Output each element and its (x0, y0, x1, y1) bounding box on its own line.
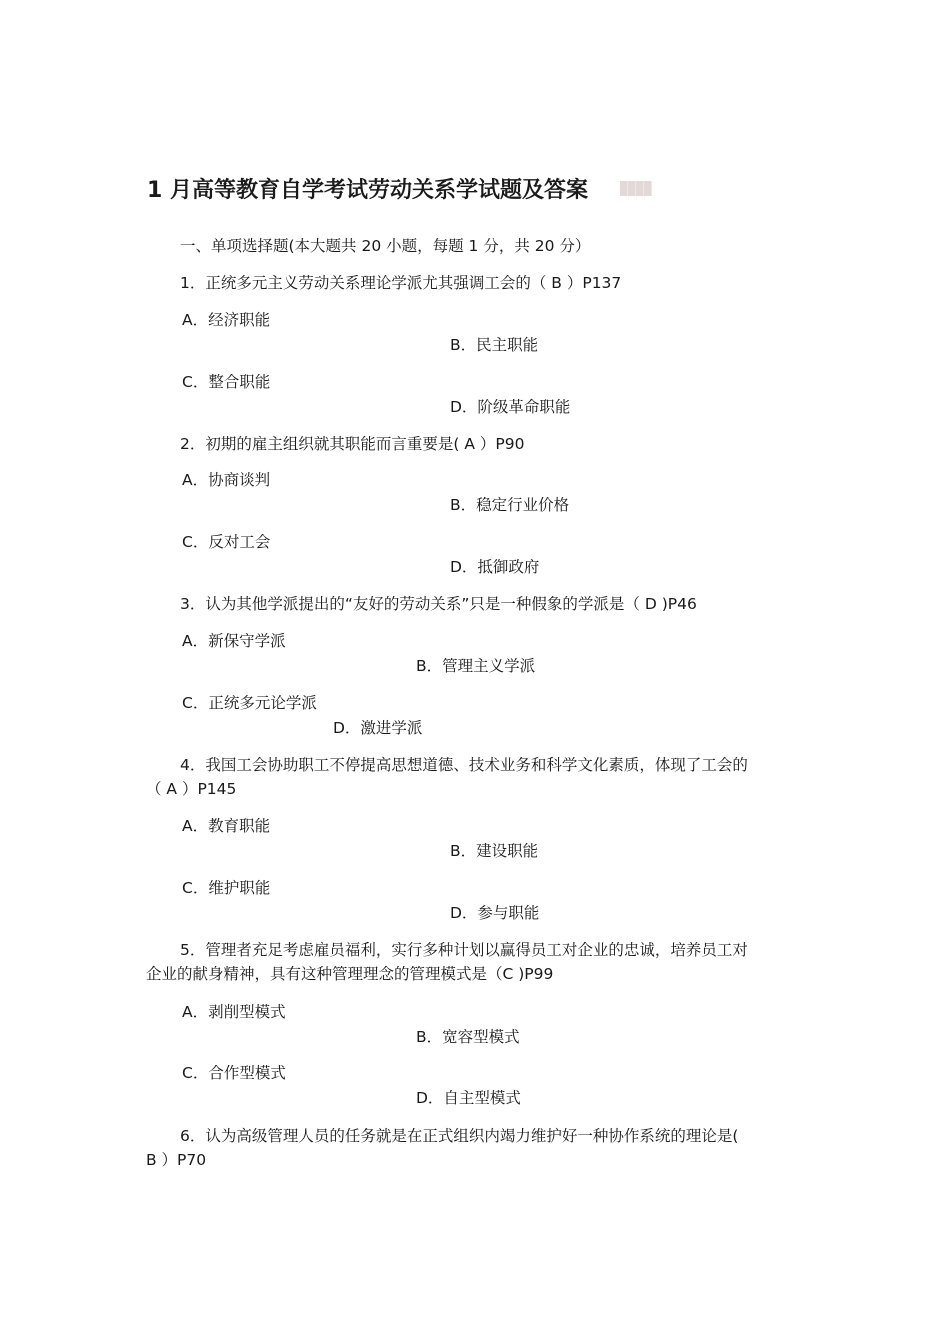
question-stem-continued: B ）P70 (146, 1151, 207, 1169)
document-title: 1 月高等教育自学考试劳动关系学试题及答案 (147, 178, 588, 203)
question-stem-continued: （ A ）P145 (146, 780, 237, 798)
option-d: D．参与职能 (450, 904, 540, 922)
option-a: A．协商谈判 (182, 471, 271, 489)
question-stem: 2．初期的雇主组织就其职能而言重要是( A ）P90 (180, 435, 525, 453)
option-b: B．稳定行业价格 (450, 496, 570, 514)
option-d: D．阶级革命职能 (450, 398, 571, 416)
option-d: D．激进学派 (333, 719, 423, 737)
option-a: A．新保守学派 (182, 632, 286, 650)
option-c: C．反对工会 (182, 533, 271, 551)
option-b: B．民主职能 (450, 336, 539, 354)
question-stem: 4．我国工会协助职工不停提高思想道德、技术业务和科学文化素质，体现了工会的 (180, 756, 748, 774)
option-c: C．合作型模式 (182, 1064, 286, 1082)
title-highlight-mark (620, 181, 652, 196)
option-c: C．正统多元论学派 (182, 694, 317, 712)
option-b: B．宽容型模式 (416, 1028, 520, 1046)
option-c: C．维护职能 (182, 879, 271, 897)
option-a: A．经济职能 (182, 311, 271, 329)
question-stem-continued: 企业的献身精神，具有这种管理理念的管理模式是（C )P99 (146, 965, 554, 983)
section-heading: 一、单项选择题(本大题共 20 小题，每题 1 分，共 20 分） (180, 237, 591, 255)
option-d: D．抵御政府 (450, 558, 540, 576)
option-a: A．教育职能 (182, 817, 271, 835)
option-c: C．整合职能 (182, 373, 271, 391)
question-stem: 6．认为高级管理人员的任务就是在正式组织内竭力维护好一种协作系统的理论是( (180, 1127, 739, 1145)
option-b: B．建设职能 (450, 842, 539, 860)
question-stem: 3．认为其他学派提出的“友好的劳动关系”只是一种假象的学派是（ D )P46 (180, 595, 697, 613)
question-stem: 1．正统多元主义劳动关系理论学派尤其强调工会的（ B ）P137 (180, 274, 622, 292)
option-a: A．剥削型模式 (182, 1003, 286, 1021)
option-b: B．管理主义学派 (416, 657, 536, 675)
question-stem: 5．管理者充足考虑雇员福利，实行多种计划以赢得员工对企业的忠诚，培养员工对 (180, 941, 748, 959)
option-d: D．自主型模式 (416, 1089, 521, 1107)
